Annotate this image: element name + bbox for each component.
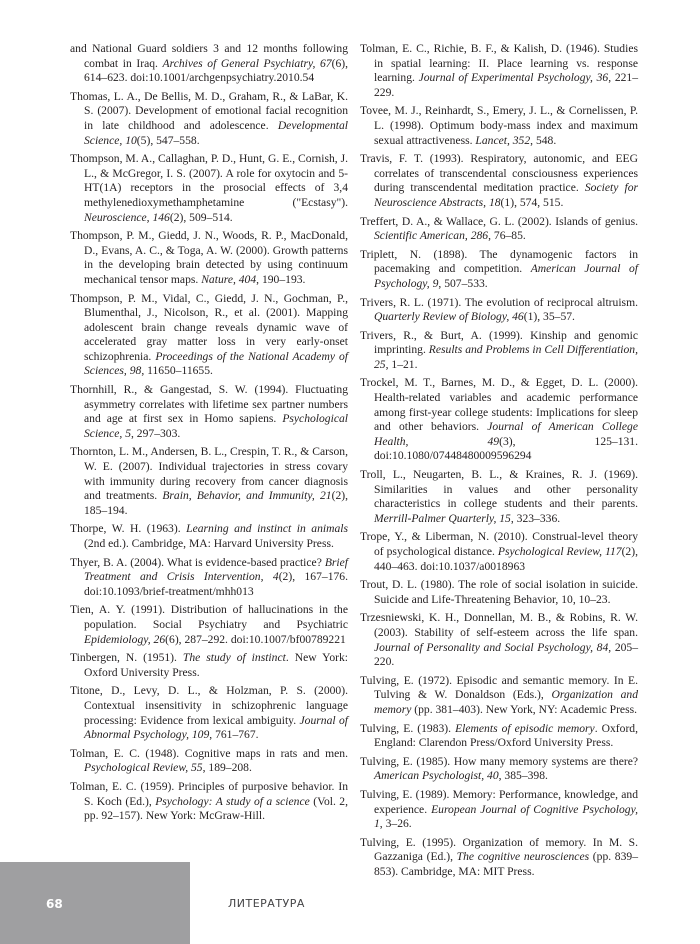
reference-source: Developmental Science, 10 [84,118,348,147]
reference-text: (6), 614–623. doi:10.1001/archgenpsychiatry.2010.54 [84,56,348,85]
reference-source: European Journal of Cognitive Psychology, 1 [374,802,639,831]
reference-text: , 11650–11655. [141,364,213,378]
reference-source: Psychological Science, 5 [84,412,348,440]
reference-text: Thompson, P. M., Giedd, J. N., Woods, R. P., MacDonald, D., Evans, A. C., & Toga, A. W. (2000). Growth patterns in the developing brain detected by using continuum mechanical tensor maps. [70,229,348,286]
reference-text: Tinbergen, N. (1951). [70,651,183,665]
reference-source: Quarterly Review of Biology, 46 [374,310,524,324]
reference-source: Psychological Review, 117 [497,545,622,558]
reference-text: (2), 185–194. [84,489,348,517]
reference-entry [70,152,348,225]
reference-text: Troll, L., Neugarten, B. L., & Kraines, R. J. (1969). Similarities in values and other personality characteristics in college students and their parents. [360,468,638,511]
reference-entry [360,376,638,464]
reference-text: , 205–220. [374,640,639,669]
reference-source: Journal of Personality and Social Psychology, 84 [374,640,609,654]
reference-text: Thompson, P. M., Vidal, C., Giedd, J. N., Gochman, P., Blumenthal, J., Nicolson, R., et al. (2001). Mapping adolescent brain change reveals dynamic wave of accelerated gray matter loss in very early-onset schizophrenia. [70,291,348,363]
reference-text: Thomas, L. A., De Bellis, M. D., Graham, R., & LaBar, K. S. (2007). Development of emotional facial recognition in late childhood and adolescence. [70,89,348,132]
reference-text: Thornhill, R., & Gangestad, S. W. (1994). Fluctuating asymmetry correlates with lifetime sex partner numbers and age at first sex in Homo sapiens. [70,383,348,426]
reference-entry [70,522,348,551]
reference-text: , 385–398. [498,769,548,783]
reference-column-right [360,42,638,883]
reference-source: Psychological Review, 55 [84,761,203,775]
reference-column-left [70,42,348,828]
page-number: 68 [46,897,63,911]
reference-entry [360,215,638,244]
reference-entry [70,229,348,287]
reference-text: Thyer, B. A. (2004). What is evidence-based practice? [70,555,325,569]
reference-text: (5), 547–558. [136,133,200,147]
reference-text: , 1–21. [385,357,418,371]
reference-entry [70,747,348,776]
reference-text: , 221–229. [374,71,638,99]
reference-entry [70,90,348,148]
reference-text: Thorpe, W. H. (1963). [70,522,187,536]
reference-text: , 189–208. [202,761,252,775]
reference-text: Triplett, N. (1898). The dynamogenic factors in pacemaking and competition. [360,247,638,276]
reference-text: , 761–767. [209,728,259,742]
reference-entry [360,468,638,526]
reference-entry [70,42,348,86]
reference-source: The cognitive neurosciences [456,850,590,864]
reference-source: Results and Problems in Cell Differentiation, 25 [374,343,638,371]
reference-text: Thompson, M. A., Callaghan, P. D., Hunt, G. E., Cornish, J. L., & McGregor, I. S. (2007). A role for oxytocin and 5-HT(1A) receptors in the prosocial effects of 3,4 methylenedioxymethamphetamine ("Ecstasy"). [70,152,348,209]
reference-source: Journal of Experimental Psychology, 36 [418,71,609,85]
reference-source: Brief Treatment and Crisis Intervention, 4 [84,555,348,584]
reference-text: (3), 125–131. doi:10.1080/07448480009596294 [374,434,638,463]
reference-text: , 323–336. [510,511,561,525]
reference-source: Psychology: A study of a science [155,794,310,808]
reference-entry [360,611,638,669]
reference-entry [360,755,638,784]
reference-text: Tovee, M. J., Reinhardt, S., Emery, J. L., & Cornelissen, P. L. (1998). Optimum body-mass index and maximum sexual attractiveness. [360,104,638,147]
reference-text: Tulving, E. (1983). [360,721,456,735]
reference-text: Thornton, L. M., Andersen, B. L., Crespin, T. R., & Carson, W. E. (2007). Individual trajectories in stress covary with immunity during recovery from cancer diagnosis and treatments. [70,445,348,503]
reference-text: Trout, D. L. (1980). The role of social isolation in suicide. Suicide and Life-Threatening Behavior, 10, 10–23. [360,578,638,606]
reference-text: Trzesniewski, K. H., Donnellan, M. B., & Robins, R. W. (2003). Stability of self-esteem across the life span. [360,611,638,639]
reference-source: Epidemiology, 26 [84,632,166,646]
reference-text: , 297–303. [131,426,181,440]
reference-text: (pp. 839–853). Cambridge, MA: MIT Press. [374,850,638,878]
reference-source: Lancet, 352 [475,133,531,147]
reference-entry [360,296,638,325]
reference-source: Neuroscience, 146 [84,210,170,224]
reference-entry [70,556,348,600]
reference-text: Tulving, E. (1985). How many memory systems are there? [360,754,638,768]
reference-entry [360,248,638,292]
reference-entry [70,445,348,518]
reference-text: (1), 35–57. [523,310,575,324]
reference-text: (2), 440–463. doi:10.1037/a0018963 [374,545,638,573]
reference-entry [70,780,348,824]
reference-text: Trope, Y., & Liberman, N. (2010). Construal-level theory of psychological distance. [360,530,638,558]
reference-text: (pp. 381–403). New York, NY: Academic Press. [411,702,637,716]
reference-entry [70,292,348,380]
reference-source: Brain, Behavior, and Immunity, 21 [162,489,332,503]
reference-text: Titone, D., Levy, D. L., & Holzman, P. S. (2000). Contextual insensitivity in schizophrenic language processing: Evidence from lexical ambiguity. [70,684,348,727]
reference-text: Trockel, M. T., Barnes, M. D., & Egget, D. L. (2000). Health-related variables and academic performance among first-year college students: Implications for sleep and other behaviors. [360,376,638,434]
reference-text: (1), 574, 515. [500,195,564,209]
reference-text: Tolman, E. C. (1948). Cognitive maps in rats and men. [70,746,348,760]
reference-text: , 3–26. [379,817,412,831]
reference-text: (6), 287–292. doi:10.1007/bf00789221 [165,632,346,646]
reference-source: Scientific American, 286 [374,229,489,243]
reference-text: Tolman, E. C., Richie, B. F., & Kalish, D. (1946). Studies in spatial learning: II. Place learning vs. response learning. [360,42,638,85]
reference-text: , 76–85. [488,229,526,243]
reference-entry [360,578,638,607]
reference-entry [70,684,348,742]
reference-entry [360,104,638,148]
reference-text: (Vol. 2, pp. 92–157). New York: McGraw-Hill. [84,794,348,823]
reference-text: Tulving, E. (1972). Episodic and semantic memory. In E. Tulving & W. Donaldson (Eds.), [360,673,638,702]
running-head: ЛИТЕРАТУРА [228,897,305,910]
reference-text: , 507–533. [438,276,488,290]
reference-text: , 190–193. [256,272,306,286]
reference-text: Trivers, R. L. (1971). The evolution of reciprocal altruism. [360,295,638,309]
reference-text: Treffert, D. A., & Wallace, G. L. (2002). Islands of genius. [360,214,638,228]
reference-source: Archives of General Psychiatry, 67 [162,56,332,70]
reference-text: and National Guard soldiers 3 and 12 months following combat in Iraq. [70,42,348,70]
reference-text: Tulving, E. (1995). Organization of memory. In M. S. Gazzaniga (Ed.), [360,835,638,864]
reference-text: (2), 509–514. [169,210,233,224]
footer-page-tab [0,862,190,944]
reference-source: Learning and instinct in animals [186,522,348,536]
reference-text: Travis, F. T. (1993). Respiratory, autonomic, and EEG correlates of transcendental consciousness experiences during transcendental meditation practice. [360,152,638,195]
reference-text: Tien, A. Y. (1991). Distribution of hallucinations in the population. Social Psychiatry and Psychiatric [70,603,348,631]
reference-source: Journal of Abnormal Psychology, 109 [84,713,348,742]
reference-text: Tolman, E. C. (1959). Principles of purposive behavior. In S. Koch (Ed.), [70,779,348,808]
reference-source: American Journal of Psychology, 9 [374,262,638,290]
reference-source: Journal of American College Health, 49 [374,420,638,448]
reference-text: , 548. [530,133,557,147]
reference-entry [360,530,638,574]
reference-text: (2nd ed.). Cambridge, MA: Harvard University Press. [84,537,334,550]
reference-text: Trivers, R., & Burt, A. (1999). Kinship and genomic imprinting. [360,328,638,357]
reference-entry [360,329,638,373]
reference-source: American Psychologist, 40 [374,769,499,783]
reference-entry [360,722,638,751]
reference-source: Organization and memory [374,688,638,716]
reference-source: Society for Neuroscience Abstracts, 18 [374,181,638,209]
reference-source: Proceedings of the National Academy of Sciences, 98 [84,349,348,378]
reference-source: Merrill-Palmer Quarterly, 15 [374,511,511,525]
reference-source: The study of instinct [182,651,286,665]
reference-text: . New York: Oxford University Press. [84,651,349,679]
reference-source: Nature, 404 [201,272,257,286]
reference-entry [70,603,348,647]
reference-entry [360,788,638,832]
reference-entry [70,383,348,441]
reference-entry [360,152,638,210]
reference-entry [360,674,638,718]
reference-text: Tulving, E. (1989). Memory: Performance, knowledge, and experience. [360,787,638,816]
reference-entry [70,651,348,680]
reference-text: (2), 167–176. doi:10.1093/brief-treatment/mhh013 [84,570,348,598]
reference-entry [360,42,638,100]
reference-source: Elements of episodic memory [455,721,595,735]
reference-text: . Oxford, England: Clarendon Press/Oxford University Press. [374,721,638,750]
reference-entry [360,836,638,880]
